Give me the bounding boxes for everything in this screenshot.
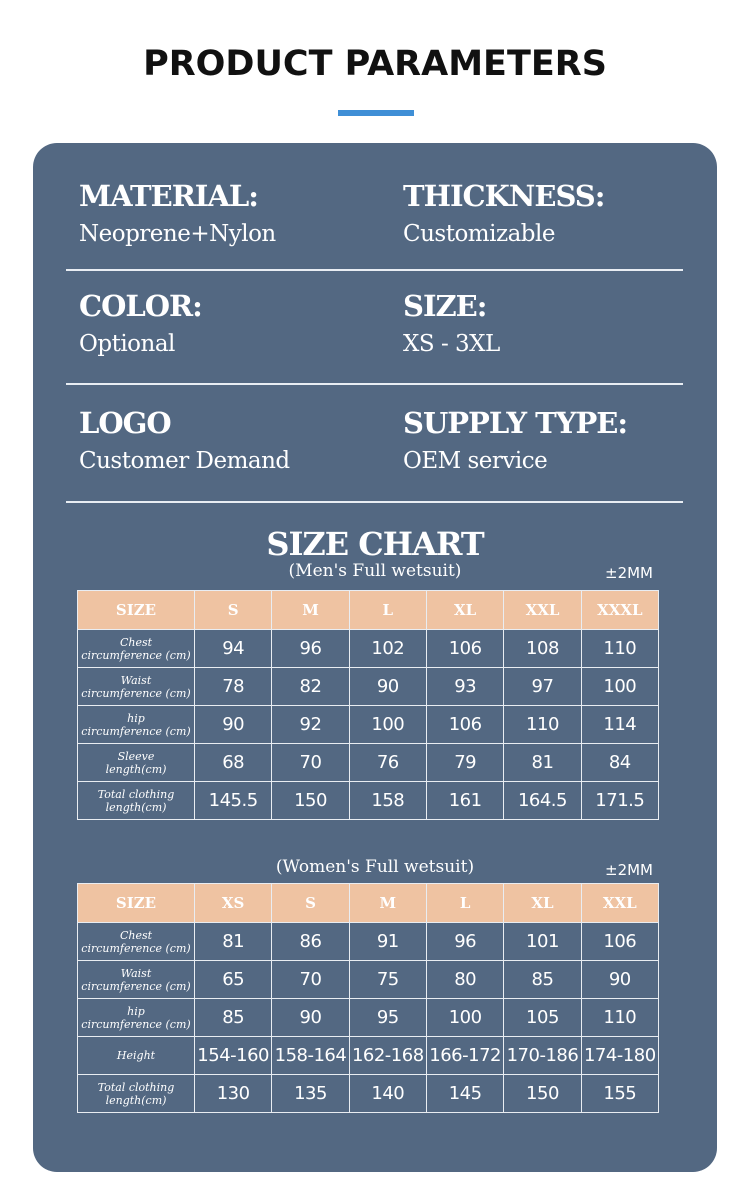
table-cell: 171.5 xyxy=(581,782,658,820)
row-label xyxy=(78,999,195,1037)
table-cell: 85 xyxy=(195,999,272,1037)
table-cell: 101 xyxy=(504,923,581,961)
table-cell: 68 xyxy=(195,744,272,782)
table-cell: 97 xyxy=(504,668,581,706)
table-cell: 158-164 xyxy=(272,1037,349,1075)
table-row xyxy=(78,668,659,706)
table-cell: 100 xyxy=(426,999,503,1037)
table-cell: 75 xyxy=(349,961,426,999)
table-cell: 164.5 xyxy=(504,782,581,820)
table-cell: 96 xyxy=(426,923,503,961)
table-row xyxy=(78,1037,659,1075)
table-cell: 135 xyxy=(272,1075,349,1113)
table-cell: 86 xyxy=(272,923,349,961)
table-cell: 150 xyxy=(272,782,349,820)
table-cell: 110 xyxy=(581,630,658,668)
table-cell: 106 xyxy=(581,923,658,961)
size-column-header: XS xyxy=(195,884,272,923)
row-label xyxy=(78,630,195,668)
table-cell: 102 xyxy=(349,630,426,668)
table-row xyxy=(78,744,659,782)
table-cell: 84 xyxy=(581,744,658,782)
table-row xyxy=(78,961,659,999)
row-label-line: length(cm) xyxy=(105,800,167,814)
table-cell: 79 xyxy=(426,744,503,782)
divider xyxy=(66,501,683,503)
param-supply-type xyxy=(403,406,627,476)
size-column-header: L xyxy=(349,591,426,630)
table-cell: 65 xyxy=(195,961,272,999)
womens-subtitle: (Women's Full wetsuit) xyxy=(275,857,475,877)
param-value: Neoprene+Nylon xyxy=(79,221,276,247)
row-label xyxy=(78,706,195,744)
row-label xyxy=(78,668,195,706)
row-label-line: circumference (cm) xyxy=(81,979,191,993)
row-label xyxy=(78,961,195,999)
table-cell: 78 xyxy=(195,668,272,706)
divider xyxy=(66,269,683,271)
table-cell: 154-160 xyxy=(195,1037,272,1075)
table-row xyxy=(78,782,659,820)
table-cell: 100 xyxy=(581,668,658,706)
row-label-line: Total clothing xyxy=(97,1080,175,1094)
size-column-header: XXL xyxy=(504,591,581,630)
size-column-header: M xyxy=(272,591,349,630)
row-label-line: Total clothing xyxy=(97,787,175,801)
size-column-header: M xyxy=(349,884,426,923)
param-label: SIZE: xyxy=(403,289,487,323)
table-cell: 106 xyxy=(426,630,503,668)
parameters-panel xyxy=(33,143,717,1172)
table-cell: 81 xyxy=(504,744,581,782)
table-row xyxy=(78,999,659,1037)
param-logo xyxy=(79,406,290,476)
table-cell: 155 xyxy=(581,1075,658,1113)
row-label-line: circumference (cm) xyxy=(81,941,191,955)
table-cell: 91 xyxy=(349,923,426,961)
param-value: Customizable xyxy=(403,221,555,247)
table-cell: 110 xyxy=(581,999,658,1037)
param-size xyxy=(403,289,500,359)
size-column-header: S xyxy=(195,591,272,630)
table-cell: 114 xyxy=(581,706,658,744)
table-cell: 161 xyxy=(426,782,503,820)
size-column-header: XL xyxy=(504,884,581,923)
table-cell: 145 xyxy=(426,1075,503,1113)
table-cell: 170-186 xyxy=(504,1037,581,1075)
table-header-row xyxy=(78,884,659,923)
row-label-line: circumference (cm) xyxy=(81,724,191,738)
row-label-line: Chest xyxy=(119,928,153,942)
table-cell: 94 xyxy=(195,630,272,668)
table-cell: 70 xyxy=(272,961,349,999)
row-label-line: circumference (cm) xyxy=(81,1017,191,1031)
param-material xyxy=(79,179,276,249)
size-column-header: XXXL xyxy=(581,591,658,630)
table-row xyxy=(78,630,659,668)
row-label-line: circumference (cm) xyxy=(81,648,191,662)
table-cell: 70 xyxy=(272,744,349,782)
title-underline xyxy=(338,110,414,116)
size-column-header: S xyxy=(272,884,349,923)
row-label xyxy=(78,744,195,782)
row-label-line: circumference (cm) xyxy=(81,686,191,700)
table-cell: 85 xyxy=(504,961,581,999)
param-thickness xyxy=(403,179,604,249)
row-label-line: Chest xyxy=(119,635,153,649)
table-cell: 82 xyxy=(272,668,349,706)
param-value: OEM service xyxy=(403,448,548,474)
param-label: MATERIAL: xyxy=(79,179,258,213)
table-cell: 95 xyxy=(349,999,426,1037)
table-cell: 158 xyxy=(349,782,426,820)
size-column-header: L xyxy=(426,884,503,923)
table-cell: 90 xyxy=(349,668,426,706)
womens-size-table xyxy=(77,883,659,1113)
mens-subtitle: (Men's Full wetsuit) xyxy=(288,561,462,581)
param-label: THICKNESS: xyxy=(403,179,605,213)
param-value: XS - 3XL xyxy=(403,331,500,357)
table-cell: 108 xyxy=(504,630,581,668)
param-label: SUPPLY TYPE: xyxy=(403,406,628,440)
row-label-line: hip xyxy=(127,1004,145,1018)
size-column-header: XXL xyxy=(581,884,658,923)
size-column-header: XL xyxy=(426,591,503,630)
table-cell: 90 xyxy=(272,999,349,1037)
row-label-line: Waist xyxy=(120,966,152,980)
table-cell: 96 xyxy=(272,630,349,668)
param-value: Optional xyxy=(79,331,175,357)
table-cell: 81 xyxy=(195,923,272,961)
table-cell: 90 xyxy=(581,961,658,999)
table-cell: 92 xyxy=(272,706,349,744)
row-label-line: Height xyxy=(116,1049,156,1062)
size-header: SIZE xyxy=(78,591,195,630)
row-label xyxy=(78,923,195,961)
param-color xyxy=(79,289,202,359)
table-cell: 150 xyxy=(504,1075,581,1113)
row-label-line: Sleeve xyxy=(117,749,155,763)
param-value: Customer Demand xyxy=(79,448,290,474)
mens-size-table xyxy=(77,590,659,820)
table-row xyxy=(78,923,659,961)
table-cell: 80 xyxy=(426,961,503,999)
row-label-line: Waist xyxy=(120,673,152,687)
table-row xyxy=(78,1075,659,1113)
womens-tolerance: ±2MM xyxy=(605,861,653,879)
table-cell: 110 xyxy=(504,706,581,744)
table-cell: 166-172 xyxy=(426,1037,503,1075)
table-header-row xyxy=(78,591,659,630)
table-cell: 93 xyxy=(426,668,503,706)
row-label xyxy=(78,782,195,820)
table-cell: 140 xyxy=(349,1075,426,1113)
row-label-line: length(cm) xyxy=(105,1093,167,1107)
table-row xyxy=(78,706,659,744)
table-cell: 130 xyxy=(195,1075,272,1113)
page-title: PRODUCT PARAMETERS xyxy=(143,44,607,84)
row-label-line: hip xyxy=(127,711,145,725)
table-cell: 145.5 xyxy=(195,782,272,820)
size-chart-title: SIZE CHART xyxy=(266,525,484,563)
mens-tolerance: ±2MM xyxy=(605,564,653,582)
param-label: LOGO xyxy=(79,406,171,440)
table-cell: 100 xyxy=(349,706,426,744)
size-header: SIZE xyxy=(78,884,195,923)
table-cell: 105 xyxy=(504,999,581,1037)
row-label xyxy=(78,1037,195,1075)
table-cell: 90 xyxy=(195,706,272,744)
row-label-line: length(cm) xyxy=(105,762,167,776)
table-cell: 106 xyxy=(426,706,503,744)
param-label: COLOR: xyxy=(79,289,202,323)
table-cell: 162-168 xyxy=(349,1037,426,1075)
divider xyxy=(66,383,683,385)
table-cell: 76 xyxy=(349,744,426,782)
row-label xyxy=(78,1075,195,1113)
table-cell: 174-180 xyxy=(581,1037,658,1075)
